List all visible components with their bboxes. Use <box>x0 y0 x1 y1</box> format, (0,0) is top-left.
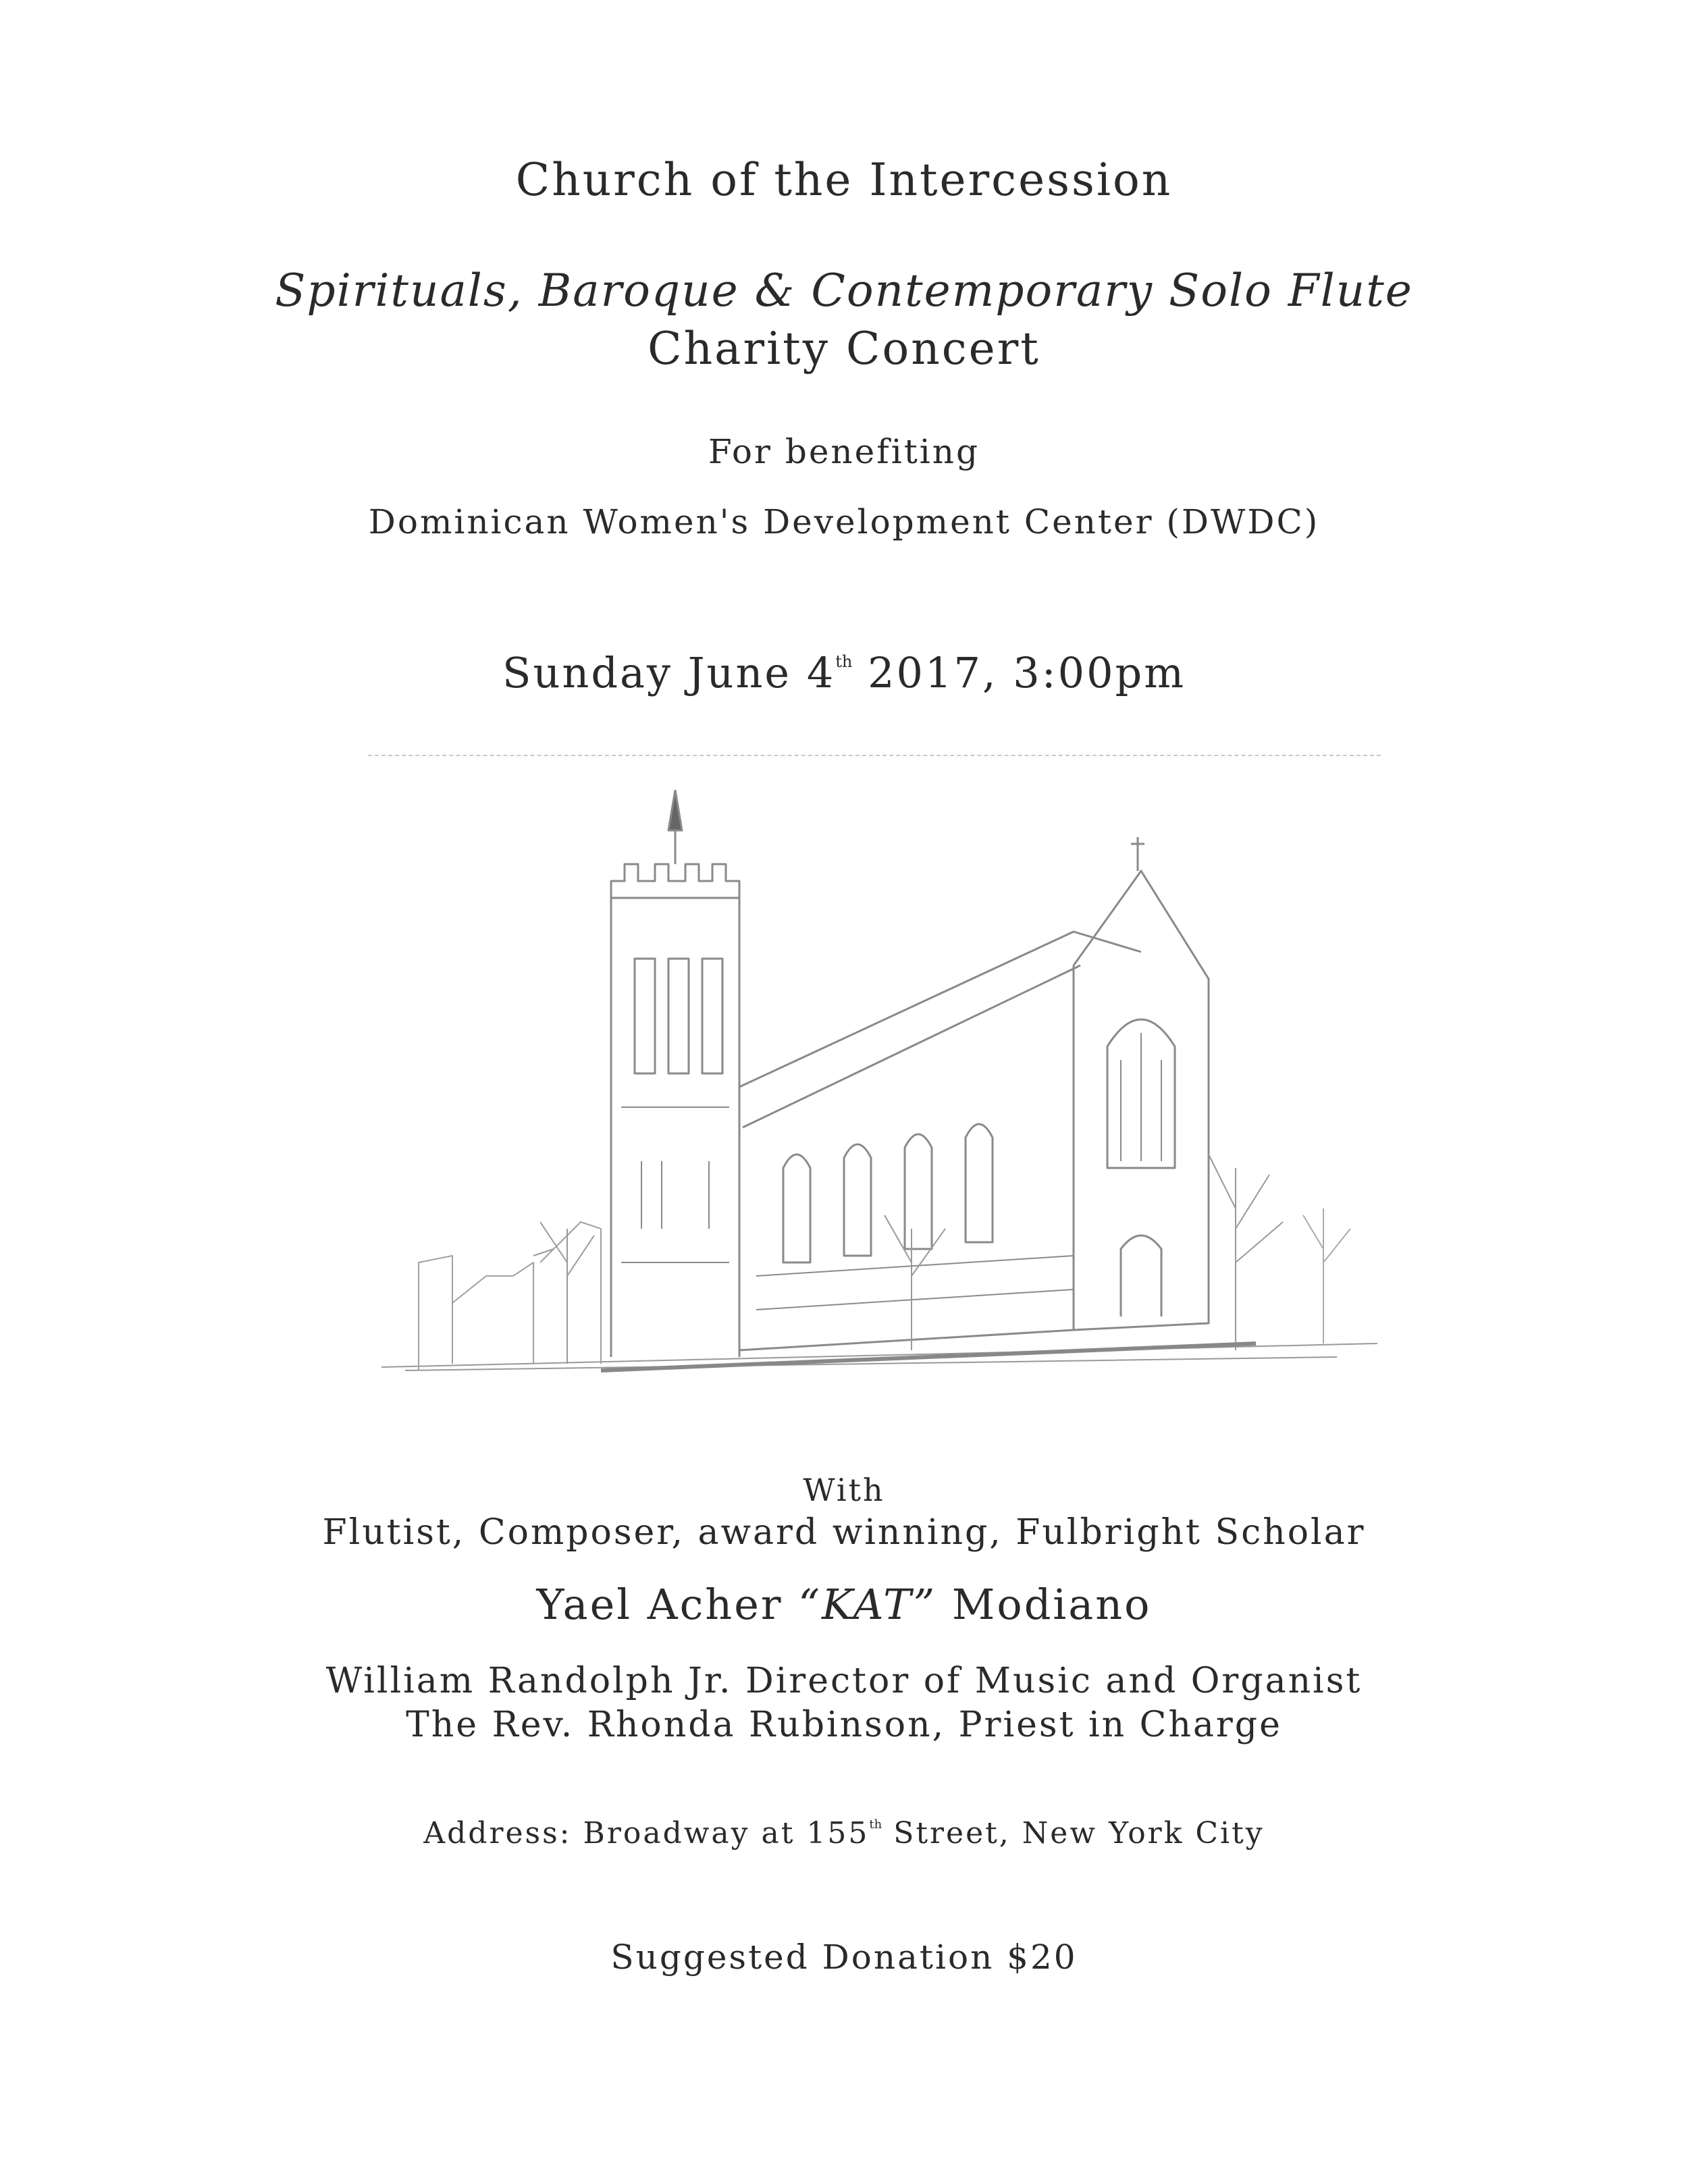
church-illustration <box>378 790 1391 1431</box>
suggested-donation: Suggested Donation $20 <box>610 1938 1078 1977</box>
date-rest: 2017, 3:00pm <box>852 648 1186 697</box>
date-prefix: Sunday June 4 <box>502 648 836 697</box>
concert-date <box>0 648 1688 697</box>
address-ordinal: th <box>869 1817 882 1832</box>
concert-type: Charity Concert <box>648 323 1040 375</box>
venue-address <box>0 1816 1688 1850</box>
staff-music-director: William Randolph Jr. Director of Music and Organist <box>325 1661 1363 1701</box>
divider-rule <box>368 755 1381 756</box>
with-label: With <box>803 1472 885 1508</box>
performer-nickname: “KAT” <box>798 1580 937 1629</box>
performer-credits: Flutist, Composer, award winning, Fulbright Scholar <box>322 1512 1366 1553</box>
date-ordinal: th <box>835 652 853 671</box>
performer-name <box>0 1580 1688 1629</box>
performer-last: Modiano <box>937 1580 1152 1629</box>
church-title: Church of the Intercession <box>515 154 1173 206</box>
address-prefix: Address: Broadway at 155 <box>423 1816 870 1850</box>
beneficiary-name: Dominican Women's Development Center (DWDC) <box>368 502 1320 541</box>
benefit-label: For benefiting <box>708 432 980 471</box>
address-rest: Street, New York City <box>882 1816 1265 1850</box>
staff-priest: The Rev. Rhonda Rubinson, Priest in Charge <box>406 1705 1282 1745</box>
performer-first: Yael Acher <box>536 1580 799 1629</box>
concert-subtitle: Spirituals, Baroque & Contemporary Solo Flute <box>275 265 1413 317</box>
